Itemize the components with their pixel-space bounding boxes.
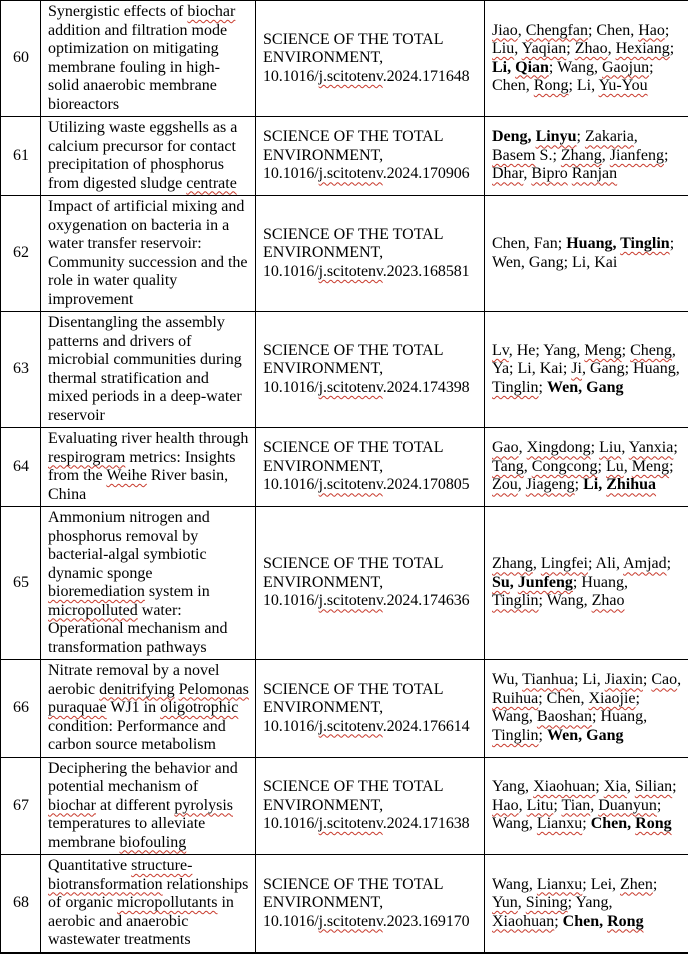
text-segment: .2024.171648	[383, 68, 470, 85]
misspelled-text: respirogram	[48, 449, 125, 466]
misspelled-text: Amjad	[623, 555, 667, 572]
misspelled-text: micropollutants	[117, 894, 217, 911]
author-list	[485, 660, 688, 758]
text-segment: Li,	[492, 59, 515, 76]
text-segment: Li,	[583, 476, 606, 493]
text-segment: WJ1 in	[107, 699, 160, 716]
misspelled-text: j.scitotenv	[319, 592, 383, 609]
author-list	[485, 507, 688, 660]
journal-info	[256, 428, 485, 507]
text-segment: 10.1016/	[263, 718, 319, 735]
misspelled-text: Jiaxin	[605, 671, 643, 688]
journal-info	[256, 757, 485, 855]
misspelled-text: j.scitotenv	[319, 263, 383, 280]
text-segment: ,	[524, 458, 532, 475]
paper-title	[41, 196, 256, 312]
misspelled-text: Bipro	[531, 165, 567, 182]
misspelled-text: Hexiang	[616, 40, 670, 57]
row-number: 67	[1, 757, 41, 855]
journal-info	[256, 855, 485, 953]
paper-title	[41, 507, 256, 660]
misspelled-text: Zhao	[592, 592, 625, 609]
row-number: 62	[1, 196, 41, 312]
text-segment: water: Operational mechanism and transformation pathways	[48, 602, 228, 656]
doi-text	[263, 263, 470, 280]
text-segment: 10.1016/	[263, 592, 319, 609]
paper-title	[41, 312, 256, 428]
misspelled-text: Jianfeng	[610, 147, 664, 164]
text-segment: .2023.169170	[383, 913, 470, 930]
text-segment: ;	[576, 128, 584, 145]
misspelled-text: Meng	[584, 342, 621, 359]
text-segment: ,	[621, 439, 628, 456]
text-segment: ;	[643, 671, 651, 688]
misspelled-text: Silian	[635, 778, 672, 795]
text-segment: Ammonium nitrogen and phosphorus removal by bacterial-algal symbiotic dynamic sponge	[48, 509, 210, 582]
doi-text	[263, 815, 470, 832]
misspelled-text: j.scitotenv	[319, 718, 383, 735]
text-segment: ; Wang,	[492, 690, 640, 726]
text-segment: SCIENCE OF THE TOTAL ENVIRONMENT,	[263, 876, 443, 912]
text-segment: ,	[519, 439, 527, 456]
text-segment: ,	[510, 574, 518, 591]
row-number: 63	[1, 312, 41, 428]
misspelled-text: Basem	[492, 147, 536, 164]
text-segment: SCIENCE OF THE TOTAL ENVIRONMENT,	[263, 128, 443, 164]
misspelled-text: denitrifying	[99, 681, 175, 698]
text-segment: ,	[627, 778, 635, 795]
misspelled-text: Gao	[492, 439, 519, 456]
text-segment: SCIENCE OF THE TOTAL ENVIRONMENT,	[263, 226, 443, 262]
text-segment: ,	[518, 22, 526, 39]
table-row	[1, 855, 688, 953]
misspelled-text: Jiao	[492, 22, 518, 39]
text-segment: .2024.170805	[383, 476, 470, 493]
paper-title	[41, 660, 256, 758]
paper-title	[41, 428, 256, 507]
misspelled-text: Tinglin	[492, 379, 539, 396]
misspelled-text: Ranjan	[572, 165, 617, 182]
text-segment: ,	[624, 458, 632, 475]
text-segment: ;	[673, 439, 677, 456]
text-segment: ; Li,	[574, 671, 605, 688]
misspelled-text: j.scitotenv	[319, 379, 383, 396]
text-segment: ; Huang,	[573, 574, 628, 591]
author-list	[485, 428, 688, 507]
journal-info	[256, 660, 485, 758]
misspelled-text: Chengfan	[526, 22, 588, 39]
journal-info	[256, 312, 485, 428]
text-segment: Nitrate removal by a novel aerobic	[48, 662, 220, 698]
text-segment: Synergistic effects of	[48, 3, 187, 20]
misspelled-text: centrate	[186, 175, 237, 192]
doi-text	[263, 592, 470, 609]
text-segment: .2023.168581	[383, 263, 470, 280]
text-segment: ; Yang,	[568, 894, 613, 911]
doi-text	[263, 476, 470, 493]
misspelled-text: biochar	[48, 797, 96, 814]
text-segment: ,	[608, 40, 616, 57]
misspelled-text: Lianxu	[537, 815, 582, 832]
misspelled-text: Xiaojie	[588, 690, 635, 707]
text-segment: River basin, China	[48, 467, 228, 503]
text-segment: ,	[602, 147, 610, 164]
misspelled-text: j.scitotenv	[319, 815, 383, 832]
text-segment: ,	[518, 894, 526, 911]
text-segment: ;	[595, 778, 603, 795]
misspelled-text: Linyu	[536, 128, 577, 145]
misspelled-text: Lv	[492, 342, 509, 359]
misspelled-text: Tang	[492, 458, 524, 475]
text-segment: relationships of organic	[48, 876, 248, 912]
misspelled-text: Weihe	[106, 467, 146, 484]
misspelled-text: Yaqian	[522, 40, 567, 57]
text-segment: ; Wen, Gang; Li, Kai	[492, 235, 674, 271]
text-segment: Utilizing waste eggshells as a calcium precursor for contact precipitation of phosphorus from digested sludge	[48, 119, 237, 192]
publications-table-body	[1, 1, 688, 953]
misspelled-text: Xia	[604, 778, 627, 795]
misspelled-text: Zakaria	[585, 128, 634, 145]
text-segment: 10.1016/	[263, 476, 319, 493]
misspelled-text: Liu	[492, 40, 514, 57]
text-segment: addition and filtration mode optimization on mitigating membrane fouling in high-solid anaerobic membrane bioreactors	[48, 22, 227, 113]
misspelled-text: Tinglin	[492, 592, 539, 609]
text-segment: Huang,	[566, 235, 620, 252]
misspelled-text: Jiageng	[526, 476, 575, 493]
misspelled-text: oligotrophic	[160, 699, 238, 716]
text-segment: ; Wang,	[492, 797, 661, 833]
text-segment: 10.1016/	[263, 263, 319, 280]
text-segment: ,	[523, 165, 531, 182]
text-segment: Disentangling the assembly patterns and drivers of microbial communities during thermal stratification and mixed periods in a deep-water reservoir	[48, 314, 242, 424]
misspelled-text: Qian	[515, 59, 549, 76]
text-segment: ;	[582, 815, 590, 832]
misspelled-text: Yun	[492, 894, 518, 911]
text-segment: ;	[553, 797, 561, 814]
text-segment: Chen, Fan;	[492, 235, 566, 252]
table-row	[1, 428, 688, 507]
text-segment: S.;	[536, 147, 561, 164]
text-segment: ,	[634, 128, 638, 145]
text-segment: ,	[519, 797, 527, 814]
doi-text	[263, 68, 470, 85]
text-segment: ,	[677, 671, 681, 688]
text-segment: .2024.176614	[383, 718, 470, 735]
misspelled-text: Tinglin	[620, 235, 670, 252]
misspelled-text: Lianxu	[537, 876, 582, 893]
text-segment: 10.1016/	[263, 165, 319, 182]
doi-text	[263, 379, 470, 396]
text-segment: ;	[653, 876, 657, 893]
text-segment: Chen,	[591, 815, 635, 832]
misspelled-text: Tianhua	[522, 671, 574, 688]
misspelled-text: Rong	[635, 815, 671, 832]
table-row	[1, 196, 688, 312]
journal-info	[256, 117, 485, 196]
author-list	[485, 757, 688, 855]
text-segment: ;	[667, 555, 671, 572]
table-row	[1, 312, 688, 428]
text-segment: SCIENCE OF THE TOTAL ENVIRONMENT,	[263, 778, 443, 814]
text-segment: Impact of artificial mixing and oxygenation on bacteria in a water transfer reservoir: Community succession and the role in water quality improvement	[48, 198, 248, 308]
misspelled-text: Rong	[534, 77, 569, 94]
misspelled-text: Hao	[638, 22, 665, 39]
misspelled-text: Zhihua	[606, 476, 656, 493]
author-list	[485, 312, 688, 428]
misspelled-text: Zhao	[575, 40, 608, 57]
journal-info	[256, 196, 485, 312]
text-segment: , Gang; Huang,	[582, 360, 680, 377]
author-list	[485, 117, 688, 196]
author-list	[485, 855, 688, 953]
text-segment: ; Chen,	[538, 690, 588, 707]
text-segment: Wen, Gang	[547, 727, 623, 744]
doi-text	[263, 165, 470, 182]
text-segment: ; Wang,	[539, 592, 592, 609]
misspelled-text: j.scitotenv	[319, 476, 383, 493]
paper-title	[41, 855, 256, 953]
misspelled-text: Meng	[632, 458, 669, 475]
table-row	[1, 757, 688, 855]
text-segment: Chen,	[563, 913, 607, 930]
text-segment: ;	[664, 147, 668, 164]
misspelled-text: Dhar	[492, 165, 523, 182]
author-list	[485, 196, 688, 312]
misspelled-text: Cheng	[630, 342, 672, 359]
text-segment: ;	[669, 458, 673, 475]
text-segment: 10.1016/	[263, 68, 319, 85]
text-segment: , Ya; Li, Kai;	[492, 342, 676, 378]
text-segment: ;	[665, 22, 669, 39]
paper-title	[41, 1, 256, 117]
text-segment: , He; Yang,	[509, 342, 585, 359]
misspelled-text: j.scitotenv	[319, 68, 383, 85]
text-segment: metrics: Insights from the	[48, 449, 236, 485]
misspelled-text: Gaojun	[602, 59, 649, 76]
journal-info	[256, 1, 485, 117]
text-segment: Deng,	[492, 128, 536, 145]
text-segment: ; Huang,	[592, 708, 647, 725]
text-segment: in aerobic and anaerobic wastewater treatments	[48, 894, 234, 948]
text-segment: .2024.174636	[383, 592, 470, 609]
misspelled-text: Liu	[599, 439, 621, 456]
misspelled-text: Xiaohuan	[492, 913, 554, 930]
misspelled-text: Rong	[607, 913, 643, 930]
misspelled-text: Yanxia	[629, 439, 674, 456]
text-segment: condition: Performance and carbon source metabolism	[48, 718, 226, 754]
misspelled-text: puraquae	[48, 699, 107, 716]
text-segment: ;	[566, 40, 574, 57]
misspelled-text: pyrolysis	[174, 797, 233, 814]
text-segment: ,	[533, 555, 541, 572]
text-segment: SCIENCE OF THE TOTAL ENVIRONMENT,	[263, 342, 443, 378]
row-number: 66	[1, 660, 41, 758]
misspelled-text: Hao	[492, 797, 519, 814]
misspelled-text: Su	[492, 574, 510, 591]
text-segment: Wen, Gang	[547, 379, 623, 396]
misspelled-text: Cao	[651, 671, 677, 688]
text-segment: ; Wang,	[549, 59, 602, 76]
misspelled-text: Xingdong	[527, 439, 591, 456]
text-segment: ; Li,	[568, 77, 598, 94]
misspelled-text: Lingfei	[541, 555, 588, 572]
table-row	[1, 660, 688, 758]
misspelled-text: j.scitotenv	[319, 165, 383, 182]
text-segment: 10.1016/	[263, 913, 319, 930]
text-segment: 10.1016/	[263, 815, 319, 832]
paper-title	[41, 757, 256, 855]
text-segment: SCIENCE OF THE TOTAL ENVIRONMENT,	[263, 555, 443, 591]
text-segment: ,	[514, 40, 521, 57]
misspelled-text: Zhang	[492, 555, 533, 572]
text-segment: Deciphering the behavior and potential mechanism of	[48, 760, 238, 796]
table-row	[1, 507, 688, 660]
text-segment: .2024.170906	[383, 165, 470, 182]
text-segment: ; Chen,	[492, 59, 654, 95]
misspelled-text: Duanyun	[598, 797, 657, 814]
text-segment: ;	[539, 379, 547, 396]
text-segment: system in	[145, 583, 210, 600]
misspelled-text: Ruihua	[492, 690, 538, 707]
misspelled-text: Sining	[526, 894, 568, 911]
table-row	[1, 1, 688, 117]
misspelled-text: Ji	[571, 360, 582, 377]
author-list	[485, 1, 688, 117]
misspelled-text: Zhen	[620, 876, 653, 893]
row-number: 64	[1, 428, 41, 507]
text-segment: Yang,	[492, 778, 533, 795]
misspelled-text: structure-biotransformation	[48, 857, 192, 893]
text-segment: ;	[575, 476, 583, 493]
text-segment: ; Ali,	[588, 555, 623, 572]
text-segment: ;	[670, 40, 674, 57]
text-segment: 10.1016/	[263, 379, 319, 396]
text-segment: Wang,	[492, 876, 537, 893]
text-segment: at different	[96, 797, 174, 814]
table-row	[1, 117, 688, 196]
text-segment: ;	[554, 913, 562, 930]
text-segment: SCIENCE OF THE TOTAL ENVIRONMENT,	[263, 31, 443, 67]
misspelled-text: Xiaohuan	[533, 778, 595, 795]
misspelled-text: micropolluted	[48, 602, 138, 619]
misspelled-text: biofouling	[120, 834, 187, 851]
text-segment: Evaluating river health through	[48, 430, 248, 447]
text-segment: .2024.174398	[383, 379, 470, 396]
text-segment: Quantitative	[48, 857, 131, 874]
misspelled-text: Lu	[606, 458, 624, 475]
doi-text	[263, 718, 470, 735]
misspelled-text: Zhang	[561, 147, 602, 164]
journal-info	[256, 507, 485, 660]
text-segment: .2024.171638	[383, 815, 470, 832]
text-segment: ; Lei,	[582, 876, 620, 893]
paper-title	[41, 117, 256, 196]
text-segment: ,	[590, 797, 598, 814]
misspelled-text: Tian	[561, 797, 590, 814]
misspelled-text: bioremediation	[48, 583, 145, 600]
row-number: 68	[1, 855, 41, 953]
misspelled-text: Congcong	[532, 458, 598, 475]
misspelled-text: Zou	[492, 476, 518, 493]
text-segment: ;	[598, 458, 606, 475]
row-number: 60	[1, 1, 41, 117]
misspelled-text: biochar	[187, 3, 235, 20]
misspelled-text: Tinglin	[492, 727, 539, 744]
text-segment: SCIENCE OF THE TOTAL ENVIRONMENT,	[263, 681, 443, 717]
misspelled-text: Yu-You	[599, 77, 648, 94]
text-segment: ,	[518, 476, 526, 493]
row-number: 61	[1, 117, 41, 196]
text-segment: temperatures to alleviate membrane	[48, 815, 205, 851]
misspelled-text: Junfeng	[518, 574, 573, 591]
text-segment: Wu,	[492, 671, 522, 688]
text-segment: ;	[622, 342, 630, 359]
text-segment: SCIENCE OF THE TOTAL ENVIRONMENT,	[263, 439, 443, 475]
misspelled-text: j.scitotenv	[319, 913, 383, 930]
text-segment: ;	[672, 778, 676, 795]
misspelled-text: Litu	[527, 797, 554, 814]
row-number: 65	[1, 507, 41, 660]
misspelled-text: Baoshan	[537, 708, 592, 725]
misspelled-text: Pelomonas	[179, 681, 249, 698]
text-segment: ; Chen,	[588, 22, 638, 39]
doi-text	[263, 913, 470, 930]
text-segment: ;	[591, 439, 599, 456]
text-segment: ;	[539, 727, 547, 744]
